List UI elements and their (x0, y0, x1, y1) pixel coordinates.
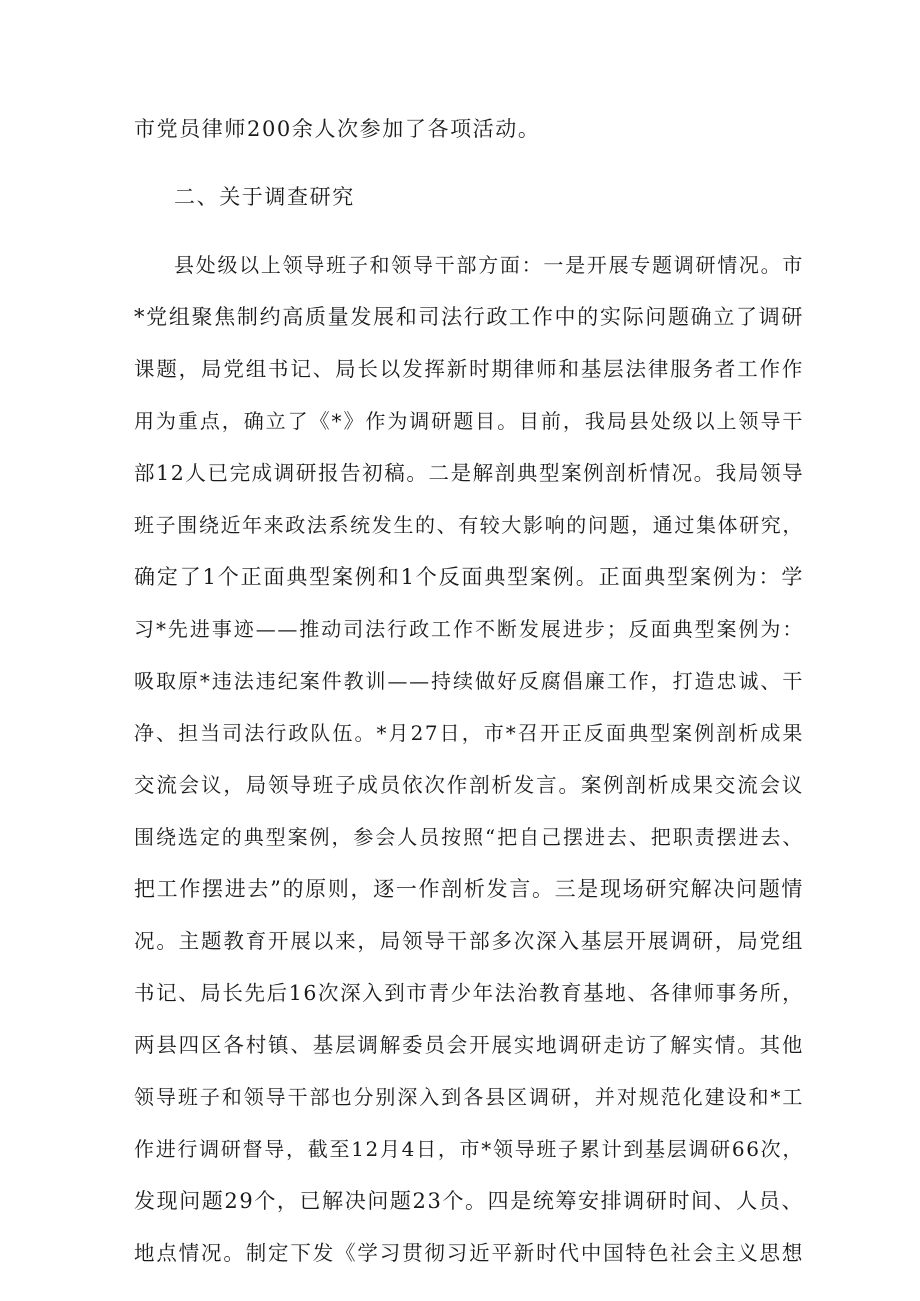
paragraph-line: 课题，局党组书记、局长以发挥新时期律师和基层法律服务者工作作 (134, 357, 804, 381)
paragraph-line: 吸取原*违法违纪案件教训——持续做好反腐倡廉工作，打造忠诚、干 (134, 669, 804, 693)
paragraph-line: 习*先进事迹——推动司法行政工作不断发展进步；反面典型案例为： (134, 617, 804, 641)
paragraph-line: 领导班子和领导干部也分别深入到各县区调研，并对规范化建设和*工 (134, 1085, 804, 1109)
paragraph-line: 用为重点，确立了《*》作为调研题目。目前，我局县处级以上领导干 (134, 409, 804, 433)
document-body (134, 103, 804, 1279)
paragraph-line: 确定了1个正面典型案例和1个反面典型案例。正面典型案例为：学 (134, 565, 804, 589)
paragraph-line: 况。主题教育开展以来，局领导干部多次深入基层开展调研，局党组 (134, 929, 804, 953)
paragraph-line: 部12人已完成调研报告初稿。二是解剖典型案例剖析情况。我局领导 (134, 461, 804, 485)
paragraph-line: 围绕选定的典型案例，参会人员按照“把自己摆进去、把职责摆进去、 (134, 825, 804, 849)
paragraph-gap (134, 155, 804, 171)
paragraph-line: 班子围绕近年来政法系统发生的、有较大影响的问题，通过集体研究， (134, 513, 804, 537)
paragraph-line: 书记、局长先后16次深入到市青少年法治教育基地、各律师事务所， (134, 981, 804, 1005)
paragraph-line: 交流会议，局领导班子成员依次作剖析发言。案例剖析成果交流会议 (134, 773, 804, 797)
paragraph-line: 县处级以上领导班子和领导干部方面：一是开展专题调研情况。市 (174, 253, 804, 277)
paragraph-gap (134, 223, 804, 239)
paragraph-line: 两县四区各村镇、基层调解委员会开展实地调研走访了解实情。其他 (134, 1033, 804, 1057)
paragraph-line: 净、担当司法行政队伍。*月27日，市*召开正反面典型案例剖析成果 (134, 721, 804, 745)
section-heading: 二、关于调查研究 (174, 185, 355, 209)
paragraph-line: 发现问题29个，已解决问题23个。四是统筹安排调研时间、人员、 (134, 1189, 804, 1213)
paragraph-line: 市党员律师200余人次参加了各项活动。 (134, 117, 541, 141)
paragraph-line: 作进行调研督导，截至12月4日，市*领导班子累计到基层调研66次， (134, 1137, 804, 1161)
paragraph-line: 把工作摆进去”的原则，逐一作剖析发言。三是现场研究解决问题情 (134, 877, 804, 901)
paragraph-line: 地点情况。制定下发《学习贯彻习近平新时代中国特色社会主义思想 (134, 1241, 804, 1265)
paragraph-line: *党组聚焦制约高质量发展和司法行政工作中的实际问题确立了调研 (134, 305, 804, 329)
